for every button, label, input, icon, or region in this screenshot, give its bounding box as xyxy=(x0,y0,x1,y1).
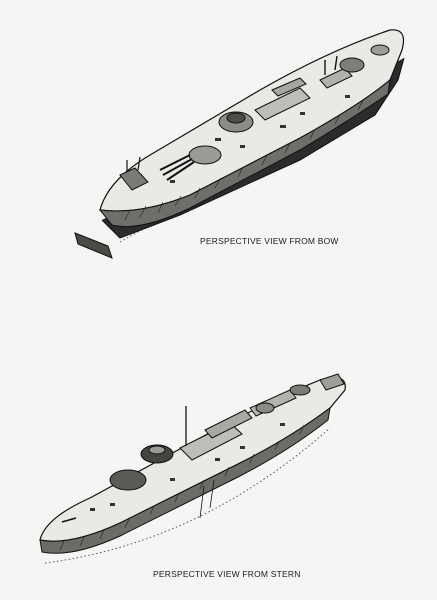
bow-perspective-drawing xyxy=(0,20,437,270)
stern-view-caption: PERSPECTIVE VIEW FROM STERN xyxy=(153,569,301,579)
stern-perspective-drawing xyxy=(0,368,437,568)
bow-view-caption: PERSPECTIVE VIEW FROM BOW xyxy=(200,236,339,246)
